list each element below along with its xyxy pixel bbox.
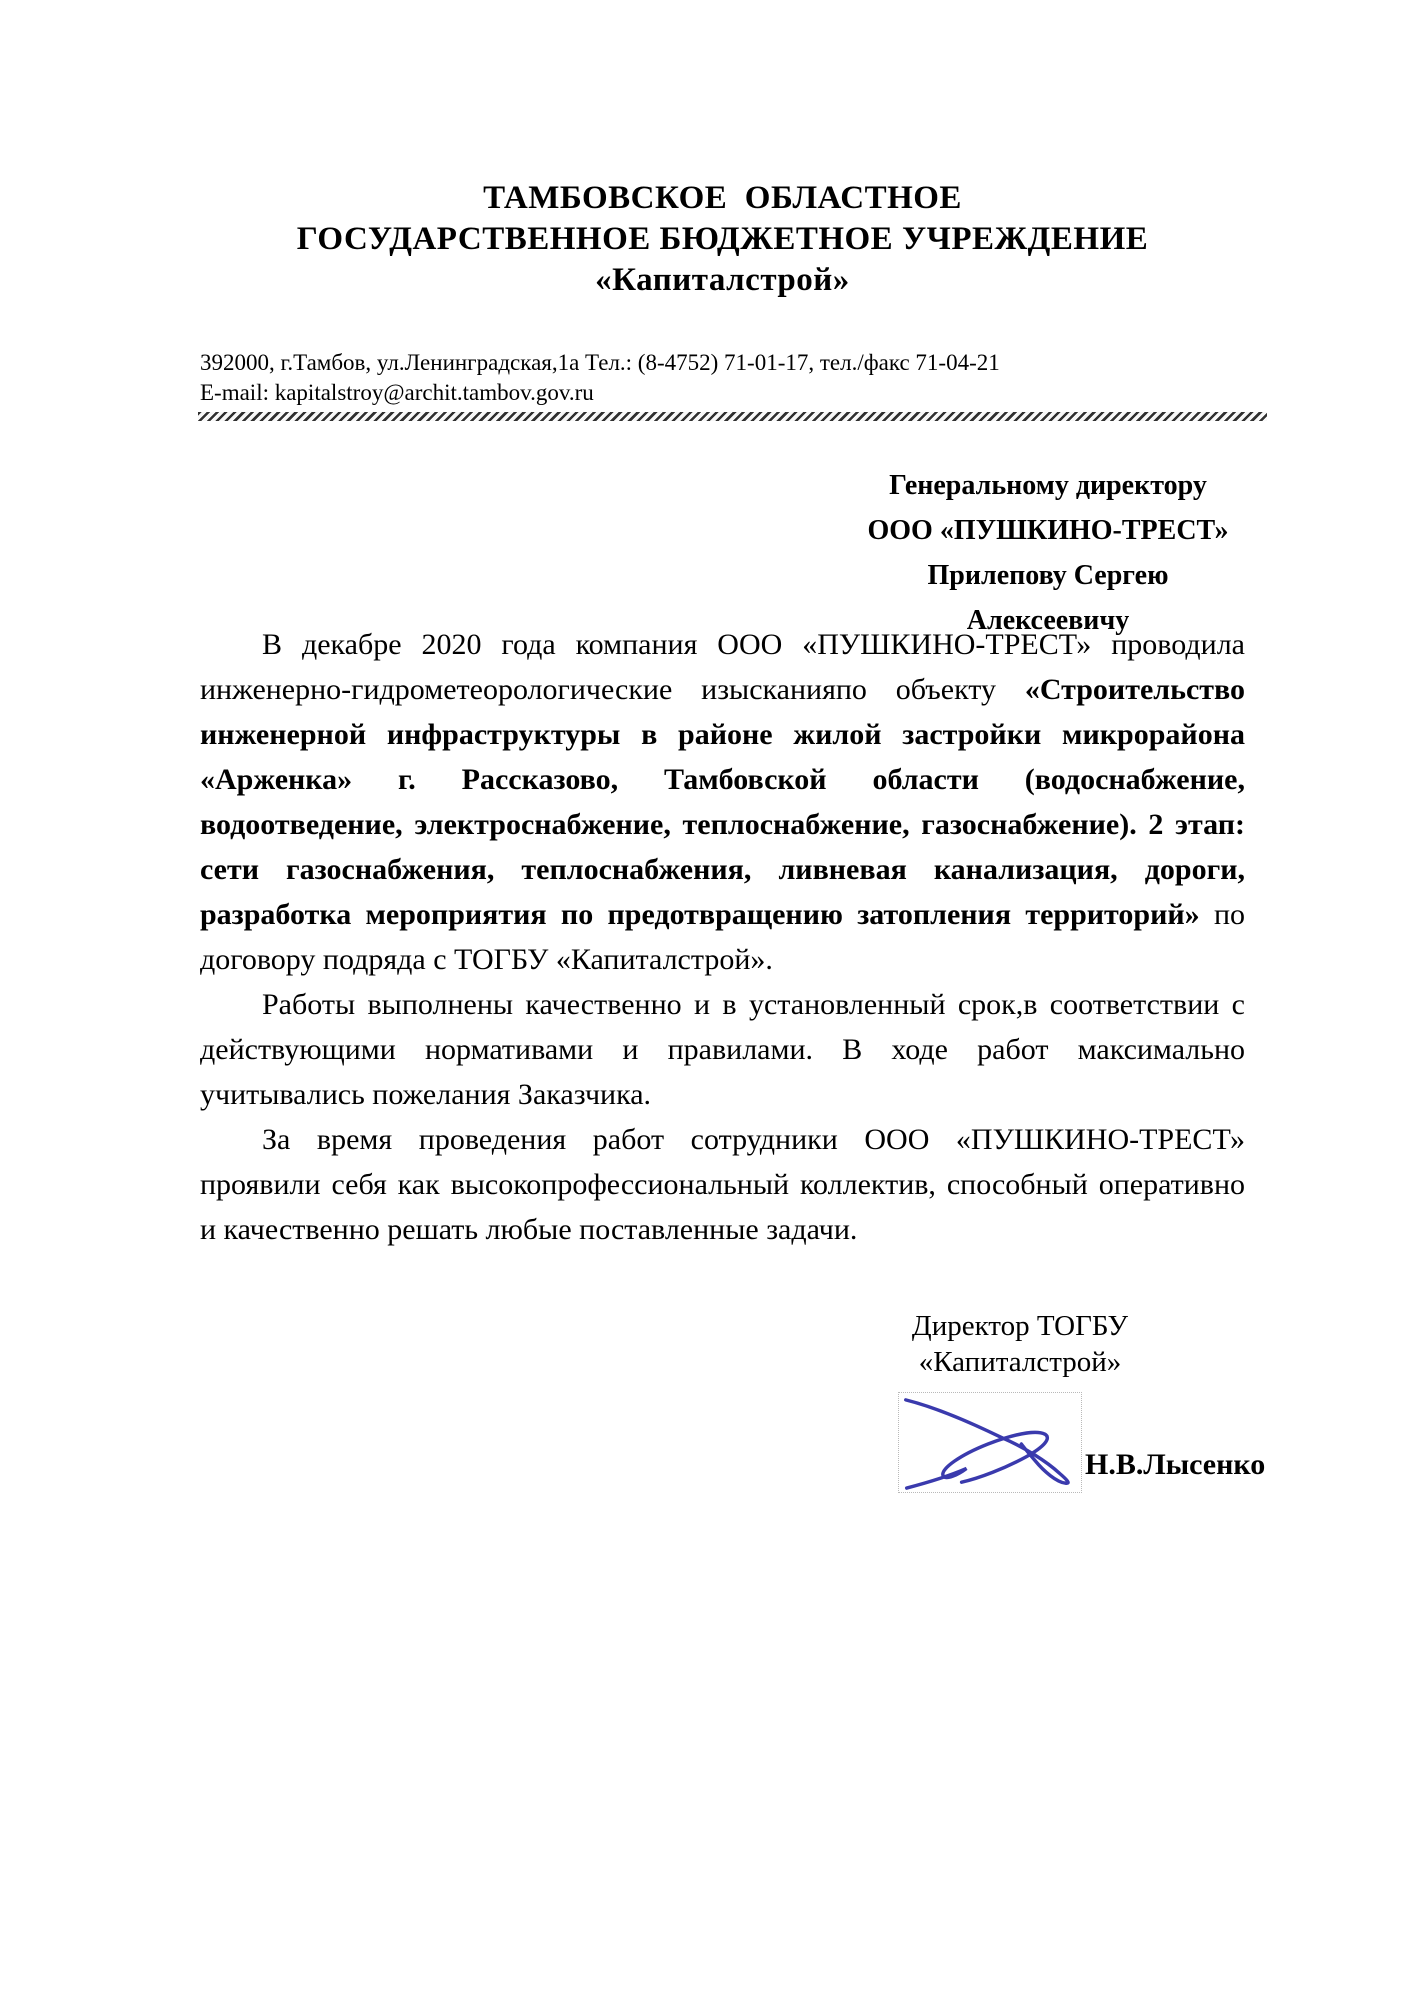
address-line: 392000, г.Тамбов, ул.Ленинградская,1а Тел.: (8-4752) 71-01-17, тел./факс 71-04-21 [200,350,1000,375]
body-paragraph-1 [200,622,1245,982]
paragraph-1-regular-start: В декабре 2020 года компания ООО «ПУШКИНО-ТРЕСТ» проводила инженерно-гидрометеорологические изысканияпо объекту [200,628,1245,706]
body-paragraph-3: За время проведения работ сотрудники ООО «ПУШКИНО-ТРЕСТ» проявили себя как высокопрофессиональный коллектив, способный оперативно и качественно решать любые поставленные задачи. [200,1123,1245,1246]
letterhead-divider [198,412,1267,421]
recipient-company: ООО «ПУШКИНО-ТРЕСТ» [867,515,1229,546]
signature-stroke-2 [907,1432,1048,1488]
body-paragraph-2: Работы выполнены качественно и в установленный срок,в соответствии с действующими нормативами и правилами. В ходе работ максимально учитывались пожелания Заказчика. [200,988,1245,1111]
org-name-line-1: ТАМБОВСКОЕ ОБЛАСТНОЕ [483,180,962,216]
paragraph-1-regular-end: по договору подряда с ТОГБУ «Капиталстрой». [200,898,1245,976]
recipient-block [849,463,1247,643]
letterhead-contacts [200,348,1245,408]
org-name-line-3: «Капиталстрой» [595,262,850,298]
letterhead [200,178,1245,301]
signature-box [898,1392,1082,1493]
signature-stroke-1 [906,1400,1068,1483]
signer-title-line-1: Директор ТОГБУ [911,1310,1129,1342]
paragraph-1-bold-object: «Строительство инженерной инфраструктуры в районе жилой застройки микрорайона «Арженка» г. Рассказово, Тамбовской области (водоснабжение, водоотведение, электроснабжение, теплоснабжение, газоснабжение). 2 этап: сети газоснабжения, теплоснабжения, ливневая канализация, дороги, разработка мероприятия по предотвращению затопления территорий» [200,673,1245,931]
signature-scribble-icon [899,1393,1081,1492]
signer-name: Н.В.Лысенко [1085,1448,1266,1481]
recipient-title: Генеральному директору [889,470,1207,501]
recipient-name: Прилепову Сергею Алексеевичу [927,560,1169,636]
org-name-line-2: ГОСУДАРСТВЕННОЕ БЮДЖЕТНОЕ УЧРЕЖДЕНИЕ [296,221,1149,257]
email-line: E-mail: kapitalstroy@archit.tambov.gov.ru [200,380,594,405]
signer-title [870,1308,1170,1380]
letter-body [200,622,1245,1252]
signer-title-line-2: «Капиталстрой» [918,1346,1122,1378]
